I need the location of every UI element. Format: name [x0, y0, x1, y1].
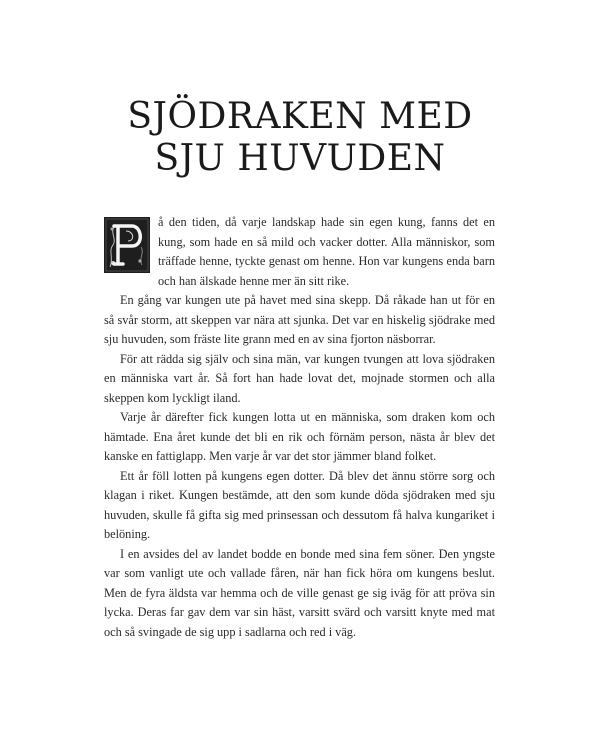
paragraph-3: För att rädda sig själv och sina män, var kungen tvungen att lova sjödraken en människa vart år. Så fort han hade lovat det, mojnade stormen och alla skeppen kom lyckligt iland. [104, 351, 495, 405]
paragraph-4: Varje år därefter fick kungen lotta ut en människa, som draken kom och hämtade. Ena året kunde det bli en rik och förnäm person, nästa år blev det kanske en fattiglapp. Men varje år var det stor jämmer bland folket. [104, 410, 495, 463]
chapter-title-line-2: SJU HUVUDEN [154, 138, 446, 180]
ornate-initial-p-icon [104, 217, 150, 273]
paragraph-5: Ett år föll lotten på kungens egen dotter. Då blev det ännu större sorg och klagan i riket. Kungen bestämde, att den som kunde döda sjödraken med sju huvuden, skulle få gifta sig med prinsessan och dessutom få halva kungariket i belöning. [104, 468, 495, 541]
paragraph-6: I en avsides del av landet bodde en bonde med sina fem söner. Den yngste var som vanligt ute och vallade fåren, när han fick höra om kungens beslut. Men de fyra äldsta var hemma och de ville genast ge sig iväg för att pröva sin lycka. Deras far gav dem var sin häst, varsitt svärd och varsitt knyte med mat och så svingade de sig upp i sadlarna och red i väg. [104, 546, 495, 639]
chapter-title-line-1: SJÖDRAKEN MED [127, 96, 473, 138]
paragraph-2: En gång var kungen ute på havet med sina skepp. Då råkade han ut för en så svår storm, att skeppen var nära att sjunka. Det var en hiskelig sjödrake med sju huvuden, som fräste lite grann med en av sina fjorton näsborrar. [104, 293, 495, 346]
chapter-title [0, 96, 600, 180]
paragraph-1 [104, 213, 495, 291]
paragraph-1-text: å den tiden, då varje landskap hade sin egen kung, fanns det en kung, som hade en så mild och vacker dotter. Alla människor, som träffade henne, tyckte genast om henne. Hon var kungens enda barn och han älskade henne mer än sitt rike. [158, 215, 495, 288]
chapter-body [104, 213, 495, 642]
